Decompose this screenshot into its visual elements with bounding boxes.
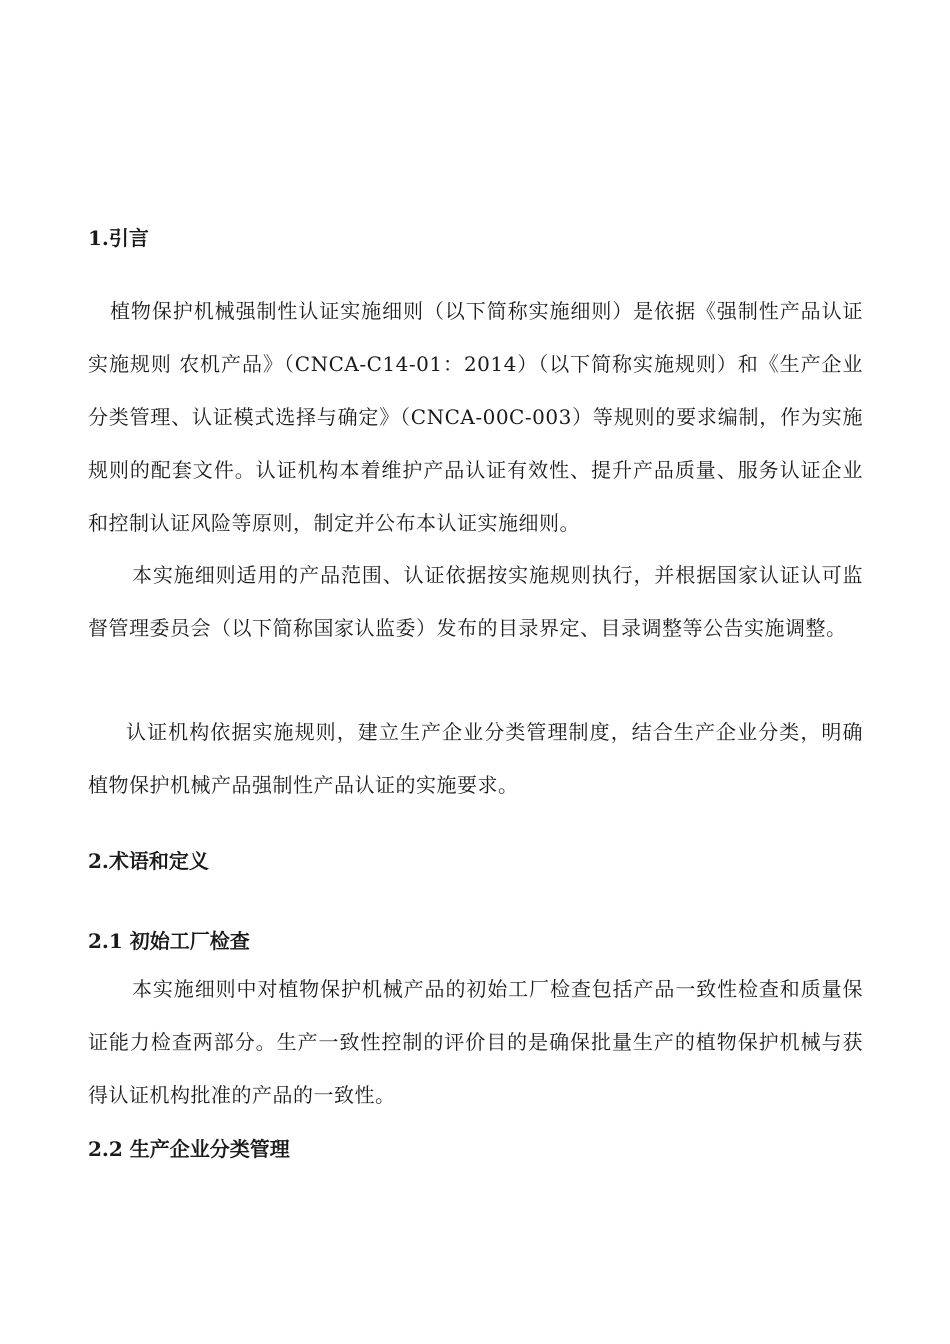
section-heading-intro: 1.引言: [88, 226, 149, 250]
intro-paragraph-2: 本实施细则适用的产品范围、认证依据按实施规则执行，并根据国家认证认可监督管理委员会（以下简称国家认监委）发布的目录界定、目录调整等公告实施调整。: [88, 563, 863, 640]
section-heading-terms: 2.术语和定义: [88, 849, 209, 873]
subsection-heading-initial-inspection: 2.1 初始工厂检查: [88, 929, 250, 953]
intro-paragraph-3: 认证机构依据实施规则，建立生产企业分类管理制度，结合生产企业分类，明确植物保护机械产品强制性产品认证的实施要求。: [88, 720, 863, 797]
subsection-heading-classification: 2.2 生产企业分类管理: [88, 1137, 290, 1161]
initial-inspection-paragraph: 本实施细则中对植物保护机械产品的初始工厂检查包括产品一致性检查和质量保证能力检查两部分。生产一致性控制的评价目的是确保批量生产的植物保护机械与获得认证机构批准的产品的一致性。: [88, 977, 863, 1107]
intro-paragraph-1: 植物保护机械强制性认证实施细则（以下简称实施细则）是依据《强制性产品认证实施规则 农机产品》（CNCA-C14-01：2014）（以下简称实施规则）和《生产企业分类管理、认证模式选择与确定》（CNCA-00C-003）等规则的要求编制，作为实施规则的配套文件。认证机构本着维护产品认证有效性、提升产品质量、服务认证企业和控制认证风险等原则，制定并公布本认证实施细则。: [88, 299, 863, 535]
